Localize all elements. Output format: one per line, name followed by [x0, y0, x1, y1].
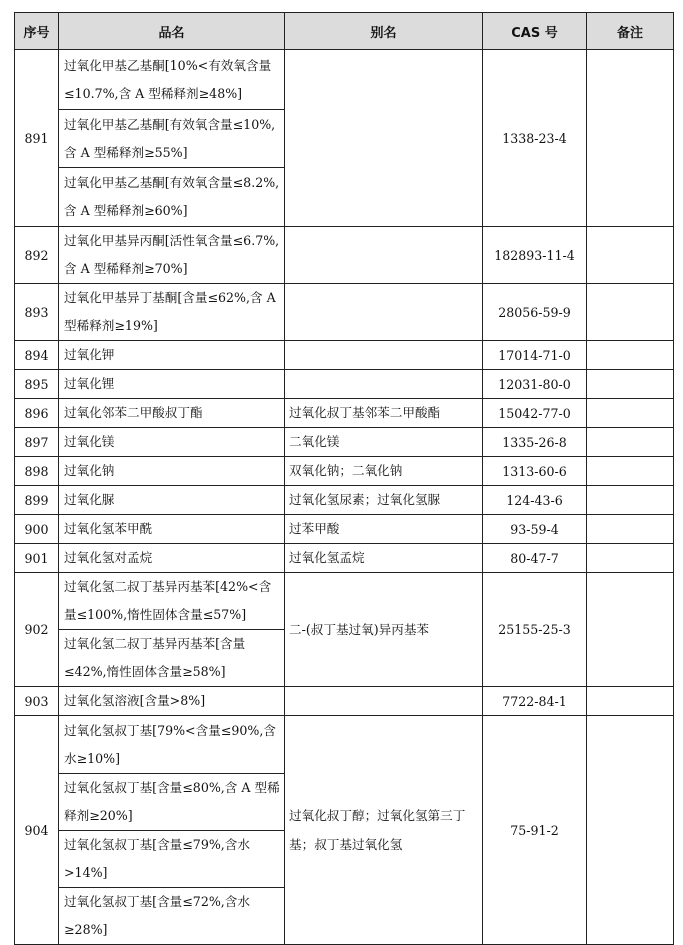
row-seq: 893 — [15, 284, 59, 341]
table-row — [15, 515, 674, 544]
row-name: 过氧化氢叔丁基[含量≤80%,含 A 型稀释剂≥20%] — [59, 774, 285, 831]
row-note — [587, 50, 674, 227]
row-alias: 过氧化叔丁基邻苯二甲酸酯 — [285, 399, 483, 428]
row-seq: 895 — [15, 370, 59, 399]
header-seq: 序号 — [15, 13, 59, 50]
row-seq: 892 — [15, 227, 59, 284]
row-cas: 1338-23-4 — [483, 50, 587, 227]
table-row — [15, 370, 674, 399]
table-row — [15, 687, 674, 716]
row-seq: 902 — [15, 573, 59, 687]
row-seq: 903 — [15, 687, 59, 716]
row-name: 过氧化钾 — [59, 341, 285, 370]
row-alias: 过氧化氢孟烷 — [285, 544, 483, 573]
row-alias: 过氧化氢尿素；过氧化氢脲 — [285, 486, 483, 515]
row-cas: 75-91-2 — [483, 716, 587, 945]
row-name: 过氧化氢溶液[含量>8%] — [59, 687, 285, 716]
row-alias — [285, 687, 483, 716]
row-note — [587, 284, 674, 341]
table-row — [15, 716, 674, 774]
header-alias: 别名 — [285, 13, 483, 50]
row-cas: 17014-71-0 — [483, 341, 587, 370]
row-seq: 901 — [15, 544, 59, 573]
row-cas: 124-43-6 — [483, 486, 587, 515]
row-seq: 898 — [15, 457, 59, 486]
row-note — [587, 486, 674, 515]
row-name: 过氧化氢苯甲酰 — [59, 515, 285, 544]
row-cas: 7722-84-1 — [483, 687, 587, 716]
row-cas: 1313-60-6 — [483, 457, 587, 486]
row-cas: 15042-77-0 — [483, 399, 587, 428]
row-note — [587, 341, 674, 370]
row-note — [587, 716, 674, 945]
row-note — [587, 687, 674, 716]
row-name: 过氧化氢二叔丁基异丙基苯[含量≤42%,惰性固体含量≥58%] — [59, 630, 285, 687]
row-name: 过氧化镁 — [59, 428, 285, 457]
row-cas: 182893-11-4 — [483, 227, 587, 284]
table-row — [15, 457, 674, 486]
row-note — [587, 544, 674, 573]
row-cas: 12031-80-0 — [483, 370, 587, 399]
row-seq: 899 — [15, 486, 59, 515]
row-seq: 891 — [15, 50, 59, 227]
table-row — [15, 573, 674, 630]
row-name: 过氧化氢对孟烷 — [59, 544, 285, 573]
row-alias: 过氧化叔丁醇；过氧化氢第三丁基；叔丁基过氧化氢 — [285, 716, 483, 945]
row-name: 过氧化脲 — [59, 486, 285, 515]
table-row — [15, 284, 674, 341]
row-note — [587, 457, 674, 486]
row-alias — [285, 341, 483, 370]
row-name: 过氧化锂 — [59, 370, 285, 399]
row-alias — [285, 50, 483, 227]
row-seq: 896 — [15, 399, 59, 428]
row-note — [587, 370, 674, 399]
row-note — [587, 399, 674, 428]
row-seq: 900 — [15, 515, 59, 544]
row-name: 过氧化氢二叔丁基异丙基苯[42%<含量≤100%,惰性固体含量≤57%] — [59, 573, 285, 630]
row-alias: 二氧化镁 — [285, 428, 483, 457]
row-note — [587, 515, 674, 544]
row-cas: 80-47-7 — [483, 544, 587, 573]
table-row — [15, 50, 674, 110]
row-alias: 二-(叔丁基过氧)异丙基苯 — [285, 573, 483, 687]
table-row — [15, 399, 674, 428]
row-alias — [285, 284, 483, 341]
row-name: 过氧化邻苯二甲酸叔丁酯 — [59, 399, 285, 428]
row-note — [587, 428, 674, 457]
row-seq: 894 — [15, 341, 59, 370]
chemical-table — [14, 12, 674, 945]
row-note — [587, 227, 674, 284]
row-cas: 28056-59-9 — [483, 284, 587, 341]
row-alias — [285, 370, 483, 399]
table-row — [15, 544, 674, 573]
table-row — [15, 428, 674, 457]
row-name: 过氧化氢叔丁基[含量≤79%,含水>14%] — [59, 831, 285, 888]
table-row — [15, 486, 674, 515]
row-cas: 25155-25-3 — [483, 573, 587, 687]
row-seq: 904 — [15, 716, 59, 945]
row-alias — [285, 227, 483, 284]
row-cas: 93-59-4 — [483, 515, 587, 544]
row-seq: 897 — [15, 428, 59, 457]
row-name: 过氧化甲基乙基酮[有效氧含量≤10%,含 A 型稀释剂≥55%] — [59, 110, 285, 168]
row-name: 过氧化氢叔丁基[79%<含量≤90%,含水≥10%] — [59, 716, 285, 774]
row-name: 过氧化甲基异丁基酮[含量≤62%,含 A 型稀释剂≥19%] — [59, 284, 285, 341]
row-name: 过氧化甲基异丙酮[活性氧含量≤6.7%,含 A 型稀释剂≥70%] — [59, 227, 285, 284]
header-name: 品名 — [59, 13, 285, 50]
table-row — [15, 341, 674, 370]
row-name: 过氧化氢叔丁基[含量≤72%,含水≥28%] — [59, 888, 285, 945]
header-row — [15, 13, 674, 50]
row-alias: 过苯甲酸 — [285, 515, 483, 544]
row-note — [587, 573, 674, 687]
row-alias: 双氧化钠；二氧化钠 — [285, 457, 483, 486]
row-name: 过氧化甲基乙基酮[10%<有效氧含量 ≤10.7%,含 A 型稀释剂≥48%] — [59, 50, 285, 110]
header-note: 备注 — [587, 13, 674, 50]
header-cas: CAS 号 — [483, 13, 587, 50]
row-name: 过氧化钠 — [59, 457, 285, 486]
row-cas: 1335-26-8 — [483, 428, 587, 457]
row-name: 过氧化甲基乙基酮[有效氧含量≤8.2%,含 A 型稀释剂≥60%] — [59, 168, 285, 227]
table-row — [15, 227, 674, 284]
